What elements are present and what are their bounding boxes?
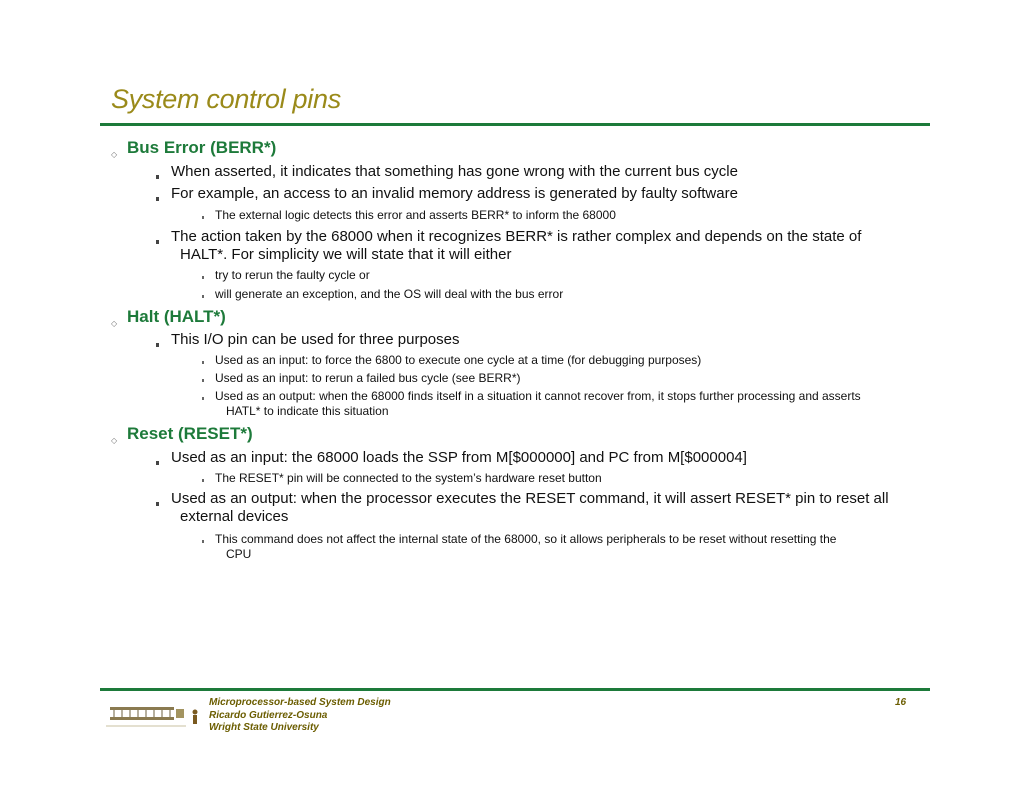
footer-university: Wright State University <box>209 722 319 733</box>
item-bullet-icon <box>156 461 159 465</box>
footer-course-title: Microprocessor-based System Design <box>209 697 391 708</box>
sub-list-item-continuation: HATL* to indicate this situation <box>226 404 389 418</box>
footer-divider <box>100 688 930 691</box>
section-bullet-icon: ◇ <box>111 150 118 159</box>
slide-title: System control pins <box>111 84 341 114</box>
sub-list-item-text: This command does not affect the internal state of the 68000, so it allows peripherals to be reset without resetting the <box>215 532 837 546</box>
section-bullet-icon: ◇ <box>111 436 118 445</box>
sub-list-item: Used as an input: to rerun a failed bus cycle (see BERR*) <box>215 371 521 385</box>
item-bullet-icon <box>156 343 159 347</box>
subitem-bullet-icon <box>202 361 204 364</box>
section-heading-berr: Bus Error (BERR*) <box>127 138 277 157</box>
subitem-bullet-icon <box>202 379 204 382</box>
subitem-bullet-icon <box>202 540 204 543</box>
sub-list-item-continuation: CPU <box>226 547 252 561</box>
sub-list-item: Used as an input: to force the 6800 to execute one cycle at a time (for debugging purposes) <box>215 353 702 367</box>
list-item: Used as an input: the 68000 loads the SSP from M[$000000] and PC from M[$000004] <box>171 449 747 466</box>
sub-list-item: will generate an exception, and the OS will deal with the bus error <box>215 287 564 301</box>
item-bullet-icon <box>156 240 159 244</box>
sub-list-item: try to rerun the faulty cycle or <box>215 268 370 282</box>
list-item-continuation: external devices <box>180 508 289 525</box>
wright-flyer-logo-icon <box>106 700 202 730</box>
section-heading-halt: Halt (HALT*) <box>127 307 226 326</box>
section-heading-reset: Reset (RESET*) <box>127 424 253 443</box>
sub-list-item: The external logic detects this error and asserts BERR* to inform the 68000 <box>215 208 616 222</box>
list-item: When asserted, it indicates that something has gone wrong with the current bus cycle <box>171 163 738 180</box>
subitem-bullet-icon <box>202 479 204 482</box>
list-item <box>171 490 931 526</box>
footer-author: Ricardo Gutierrez-Osuna <box>209 709 328 721</box>
list-item-text: Used as an output: when the processor executes the RESET command, it will assert RESET* pin to reset all <box>171 490 889 507</box>
footer-credits <box>209 697 391 735</box>
page-number: 16 <box>895 697 907 708</box>
section-bullet-icon: ◇ <box>111 319 118 328</box>
subitem-bullet-icon <box>202 276 204 279</box>
list-item-continuation: HALT*. For simplicity we will state that it will either <box>180 246 512 263</box>
item-bullet-icon <box>156 502 159 506</box>
list-item-text: The action taken by the 68000 when it recognizes BERR* is rather complex and depends on the state of <box>171 228 862 245</box>
list-item: For example, an access to an invalid memory address is generated by faulty software <box>171 185 738 202</box>
sub-list-item-text: Used as an output: when the 68000 finds itself in a situation it cannot recover from, it stops further processing and asserts <box>215 389 861 403</box>
subitem-bullet-icon <box>202 216 204 219</box>
item-bullet-icon <box>156 175 159 179</box>
list-item: This I/O pin can be used for three purposes <box>171 331 460 348</box>
sub-list-item <box>215 389 915 419</box>
sub-list-item: The RESET* pin will be connected to the system’s hardware reset button <box>215 471 602 485</box>
subitem-bullet-icon <box>202 397 204 400</box>
subitem-bullet-icon <box>202 295 204 298</box>
list-item <box>171 228 931 264</box>
item-bullet-icon <box>156 197 159 201</box>
sub-list-item <box>215 532 915 562</box>
